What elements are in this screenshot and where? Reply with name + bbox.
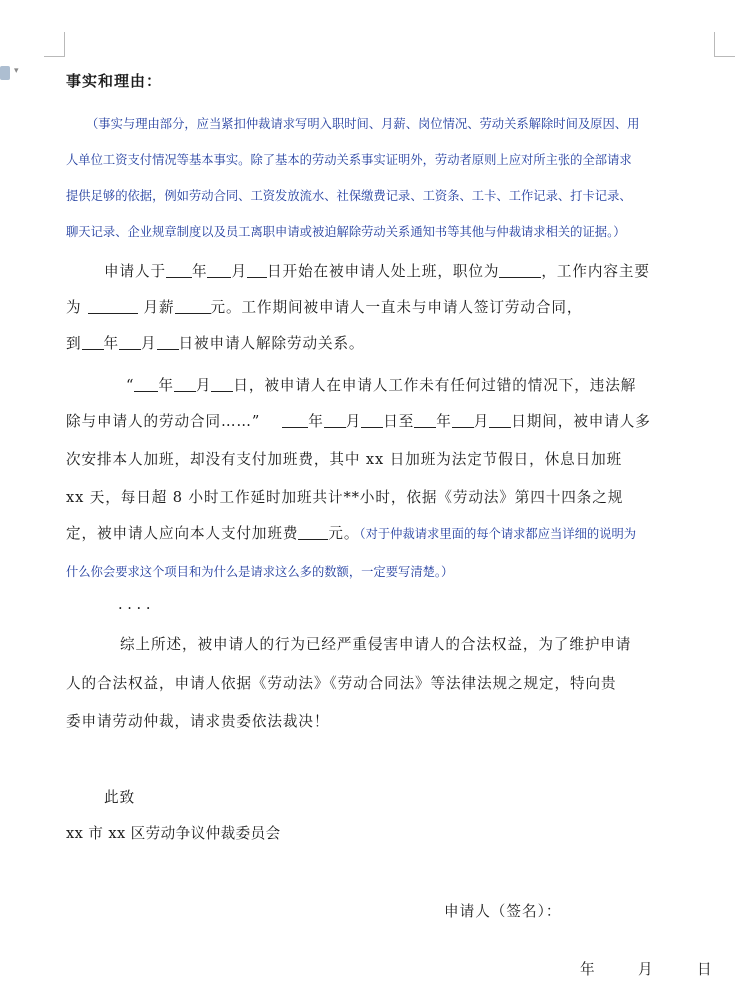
date-month: 月 — [638, 961, 654, 978]
note-line: 聊天记录、企业规章制度以及员工离职申请或被迫解除劳动关系通知书等其他与仲裁请求相关的证据。） — [66, 225, 626, 239]
text-fragment: 为 — [66, 299, 82, 316]
chevron-down-icon[interactable]: ▾ — [14, 66, 19, 76]
note-line: 提供足够的依据，例如劳动合同、工资发放流水、社保缴费记录、工资条、工卡、工作记录、打卡记录、 — [66, 189, 632, 203]
note-line: （事实与理由部分，应当紧扣仲裁请求写明入职时间、月薪、岗位情况、劳动关系解除时间及原因、用 — [86, 117, 640, 131]
paragraph-conclusion-line: 综上所述，被申请人的行为已经严重侵害申请人的合法权益，为了维护申请 — [120, 636, 632, 653]
paragraph-overtime-line — [126, 374, 636, 395]
text-fragment: 日至 — [383, 413, 415, 430]
paragraph-employment-line — [104, 260, 650, 281]
text-fragment: 月 — [231, 263, 247, 280]
ellipsis-placeholder: · · · · — [118, 600, 151, 617]
paragraph-employment-line — [66, 332, 364, 353]
blank-year — [134, 377, 158, 392]
text-fragment: 日期间，被申请人多 — [511, 413, 651, 430]
blank-day — [247, 263, 267, 278]
text-fragment: 年 — [308, 413, 324, 430]
blank-year — [282, 413, 308, 428]
blank-position — [499, 263, 541, 278]
blank-month — [452, 413, 474, 428]
section-heading: 事实和理由： — [66, 72, 163, 90]
text-fragment: “ — [126, 377, 135, 394]
margin-corner-top-right — [714, 32, 735, 57]
date-year: 年 — [580, 961, 596, 978]
paragraph-overtime-line — [66, 522, 636, 543]
text-fragment: 到 — [66, 335, 82, 352]
text-fragment: 月 — [195, 377, 212, 394]
text-fragment: 月 — [141, 335, 157, 352]
blank-year — [414, 413, 436, 428]
text-fragment: 定，被申请人应向本人支付加班费 — [66, 525, 299, 542]
inline-guidance-note: （对于仲裁请求里面的每个请求都应当详细的说明为 — [359, 527, 637, 541]
text-fragment: 年 — [103, 335, 119, 352]
paragraph-overtime-line: 次安排本人加班，却没有支付加班费，其中 xx 日加班为法定节假日，休息日加班 — [66, 451, 623, 468]
text-fragment: ，工作内容主要 — [541, 263, 650, 280]
blank-job-content — [88, 299, 138, 314]
text-fragment: 月薪 — [143, 299, 175, 316]
recipient: xx 市 xx 区劳动争议仲裁委员会 — [66, 825, 281, 842]
note-line: 人单位工资支付情况等基本事实。除了基本的劳动关系事实证明外，劳动者原则上应对所主张的全部请求 — [66, 153, 632, 167]
paragraph-conclusion-line: 委申请劳动仲裁，请求贵委依法裁决！ — [66, 713, 330, 730]
text-fragment: 年 — [191, 263, 208, 280]
paragraph-conclusion-line: 人的合法权益，申请人依据《劳动法》《劳动合同法》等法律法规之规定，特向贵 — [66, 675, 617, 692]
text-fragment: 元。工作期间被申请人一直未与申请人签订劳动合同， — [210, 299, 583, 316]
blank-year — [166, 263, 192, 278]
inline-guidance-note: 什么你会要求这个项目和为什么是请求这么多的数额，一定要写清楚。） — [66, 565, 454, 579]
blank-month — [324, 413, 346, 428]
blank-day — [361, 413, 383, 428]
blank-overtime-pay — [298, 525, 328, 540]
text-fragment: 除与申请人的劳动合同……” — [66, 413, 261, 430]
signature-label: 申请人（签名）： — [444, 903, 562, 920]
text-fragment: 日被申请人解除劳动关系。 — [178, 335, 365, 352]
blank-day — [211, 377, 233, 392]
text-fragment: 元。 — [328, 525, 360, 542]
blank-salary — [175, 299, 211, 314]
paragraph-anchor-icon[interactable] — [0, 66, 10, 80]
text-fragment: 申请人于 — [104, 263, 166, 280]
text-fragment: 月 — [473, 413, 490, 430]
paragraph-employment-line — [66, 296, 582, 317]
margin-corner-top-left — [44, 32, 65, 57]
text-fragment: 日开始在被申请人处上班，职位为 — [266, 263, 500, 280]
blank-month — [174, 377, 196, 392]
blank-month — [207, 263, 231, 278]
blank-day — [489, 413, 511, 428]
paragraph-overtime-line — [66, 410, 651, 431]
blank-day — [157, 335, 179, 350]
date-day: 日 — [697, 961, 713, 978]
blank-year — [82, 335, 104, 350]
text-fragment: 月 — [345, 413, 362, 430]
text-fragment: 年 — [158, 377, 174, 394]
text-fragment: 日，被申请人在申请人工作未有任何过错的情况下，违法解 — [233, 377, 637, 394]
blank-month — [119, 335, 141, 350]
paragraph-overtime-line: xx 天，每日超 8 小时工作延时加班共计**小时，依据《劳动法》第四十四条之规 — [66, 489, 624, 506]
closing-salutation: 此致 — [104, 789, 136, 806]
text-fragment: 年 — [436, 413, 452, 430]
